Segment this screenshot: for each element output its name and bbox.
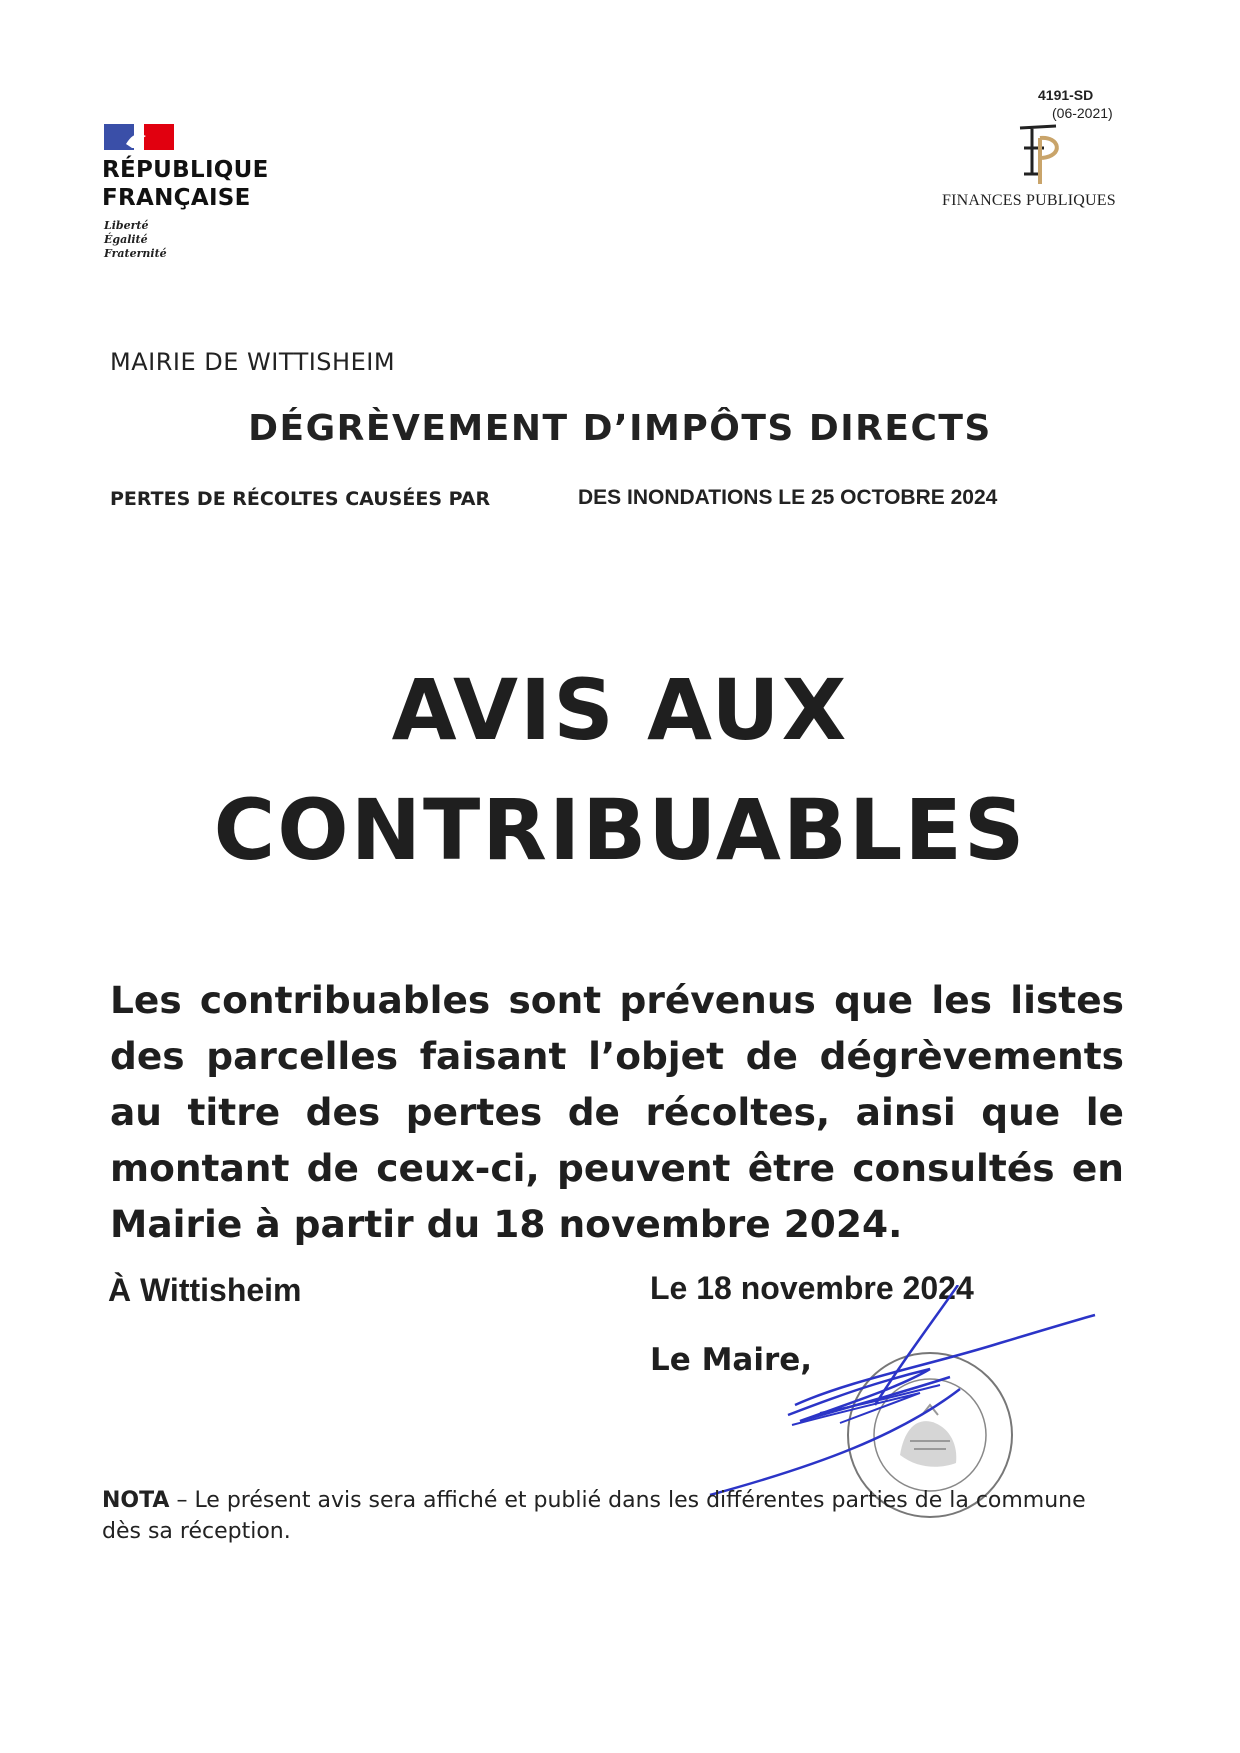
marianne-flag-icon: [104, 124, 174, 150]
form-date: (06-2021): [1052, 105, 1113, 121]
nota-label: NOTA: [102, 1488, 170, 1513]
notice-body: Les contribuables sont prévenus que les listes des parcelles faisant l’objet de dégrèvements au titre des pertes de récoltes, ainsi que le montant de ceux-ci, peuvent être consultés en Mairie à partir du 18 novembre 2024.: [110, 978, 1124, 1246]
nota-section: [102, 1485, 1102, 1547]
motto-liberte: Liberté: [104, 219, 149, 232]
headline: [0, 650, 1240, 890]
republique-francaise-name: [102, 156, 269, 212]
mairie-name: MAIRIE DE WITTISHEIM: [110, 348, 396, 376]
finances-publiques-name: FINANCES PUBLIQUES: [942, 192, 1116, 209]
finances-publiques-logo-icon: [1010, 118, 1072, 186]
mayor-signature: [700, 1285, 1100, 1505]
motto-fraternite: Fraternité: [104, 247, 167, 260]
document-title: DÉGRÈVEMENT D’IMPÔTS DIRECTS: [248, 408, 992, 449]
signatory-title: Le Maire,: [650, 1342, 813, 1378]
republic-name-line2: FRANÇAISE: [102, 185, 251, 211]
republic-name-line1: RÉPUBLIQUE: [102, 157, 269, 183]
republic-motto: [104, 219, 167, 261]
nota-text: – Le présent avis sera affiché et publié dans les différentes parties de la commune dès sa réception.: [102, 1488, 1086, 1544]
subtitle-prefix: PERTES DE RÉCOLTES CAUSÉES PAR: [110, 488, 491, 510]
signing-date: Le 18 novembre 2024: [650, 1270, 974, 1306]
subtitle-cause: DES INONDATIONS LE 25 OCTOBRE 2024: [578, 486, 998, 509]
headline-line2: CONTRIBUABLES: [213, 781, 1027, 879]
form-code: 4191-SD: [1038, 87, 1094, 103]
headline-line1: AVIS AUX: [391, 661, 849, 759]
signing-place: À Wittisheim: [108, 1272, 302, 1308]
motto-egalite: Égalité: [104, 233, 148, 246]
